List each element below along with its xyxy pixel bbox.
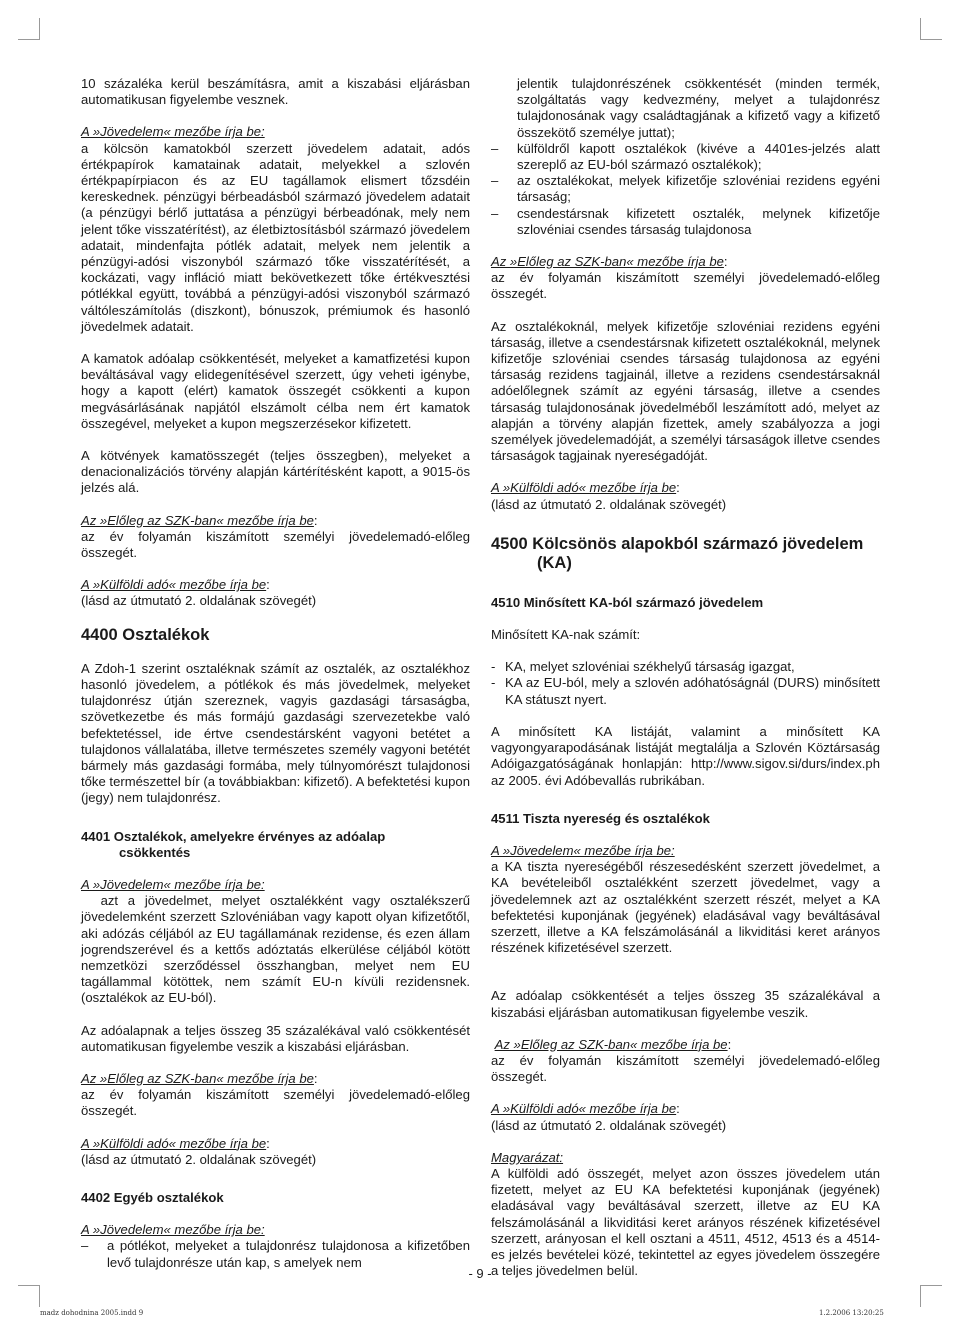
paragraph: A kamatok adóalap csökkentését, melyeket a kamatfizetési kupon beváltásával vagy elidegenítésével szerzett, úgy veheti igénybe, hogy a kapott (elért) kamatok összegét csökkenti a kupon megvásárlásának napjától elszámolt célba nem ért kamatok összegével, melyeket a kupon megszerzésekor kifizetett. [81, 351, 470, 431]
dash-bullet: – [491, 205, 499, 221]
field-instruction [81, 1071, 470, 1087]
paragraph: 10 százaléka kerül beszámításra, amit a kiszabási eljárásban automatikusan figyelembe vesznek. [81, 76, 470, 108]
dash-bullet: – [491, 140, 499, 156]
colon: : [723, 254, 728, 270]
field-label-kulfoldi-ado: A »Külföldi adó« mezőbe írja be [491, 480, 677, 496]
paragraph: (lásd az útmutató 2. oldalának szövegét) [491, 1117, 727, 1133]
field-instruction [81, 1136, 470, 1152]
paragraph: A kötvények kamatösszegét (teljes összegben), melyeket a denacionalizációs törvény alapján kártérítésként kapott, a 9015-ös jelzés alá. [81, 448, 470, 496]
footer-filename: madz dohodnina 2005.indd 9 [40, 1309, 144, 1317]
heading-line: csökkentés [119, 844, 191, 860]
paragraph: az év folyamán kiszámított személyi jövedelemadó-előleg összegét. [81, 528, 470, 561]
field-instruction [81, 124, 470, 140]
paragraph-text: azt a jövedelmet, melyet osztalékként vagy osztalékszerű jövedelemként szerzett Szlovéniában vagy kapott olyan kifizetőtől, aki adózás céljából az EU tagállamának rezidense, és ezen állam jogrendszerével és a kettős adóztatás elkerülése céljából kötött nemzetközi szerződéssel összhangban, melyet nem EU tagállammal kötöttek, nem számít EU-n kívüli rezidensnek.(osztalékok az EU-ból). [81, 893, 470, 1006]
crop-mark-top-right [920, 18, 942, 40]
colon: : [676, 1101, 680, 1117]
field-label-kulfoldi-ado: A »Külföldi adó« mezőbe írja be [81, 577, 267, 593]
section-heading-4400: 4400 Osztalékok [81, 625, 210, 644]
field-instruction [491, 1150, 880, 1166]
page-number: - 9 - [468, 1266, 492, 1281]
paragraph: (lásd az útmutató 2. oldalának szövegét) [81, 593, 317, 609]
paragraph: az év folyamán kiszámított személyi jövedelemadó-előleg összegét. [491, 1052, 880, 1085]
colon: : [266, 577, 270, 593]
hyphen-bullet: - [491, 675, 496, 691]
paragraph: Az osztalékoknál, melyek kifizetője szlovéniai rezidens egyéni társaság, illetve a csendestársnak kifizetett osztalékoknál, melynek kifizetője szlovéniai csendes társaság tulajdonosa az egyéni társaság rezidens tagjainál, illetve a rezidens csendestársaknál adóelőlegnek számít az egyéni társaság, illetve a csendes társaság tulajdonosának jövedelméből leszámított adó, melyet az alapján a törvény alapján fizettek, amely szabályozza a jogi személyek jövedelemadóját, a személyi társaságok illetve csendes társaságok tagjainak nyereségadóját. [491, 318, 880, 464]
paragraph: a kölcsön kamatokból szerzett jövedelem adatait, adós értékpapírok kamatainak adatait, melyekkel a szlovén értékpapírpiacon és az EU tagállamok elismert tőzsdéin kereskednek. pénzügyi bérbeadásból származó jövedelem adatait (a pénzügyi bérlő juttatása a pénzügyi bérbeadónak, mely nem jelent tőke visszatérítést), az életbiztosításból származó jövedelem adatait, mindenfajta pótlék adatait, melyek nem jelentik a pénzügyi-adósi viszonyból származó tőke visszatérítését, a kockázati, vagy infláció miatt bekövetkezett tőke értékvesztési pótlékkal együtt, továbbá a pénzügyi-adósi viszonyból származó váltóleszámítolás (diszkont), bónuszok, prémiumok és hasonló jövedelmek adatait. [81, 140, 470, 334]
list-item-text: KA, melyet szlovéniai székhelyű társaság igazgat, [505, 659, 795, 675]
colon: : [313, 512, 318, 528]
paragraph: (lásd az útmutató 2. oldalának szövegét) [491, 496, 727, 512]
colon: : [676, 480, 680, 496]
paragraph: A minősített KA listáját, valamint a minősített KA vagyongyarapodásának listáját megtalálja a Szlovén Köztársaság Adóigazgatóságának honlapján: http://www.sigov.si/durs/index.ph az 2005. évi Adóbevallás rubrikában. [491, 723, 880, 788]
list-item-text: KA az EU-ból, mely a szlovén adóhatóságnál (DURS) minősített KA státuszt nyert. [505, 675, 880, 707]
right-column [491, 76, 880, 1279]
paragraph: a KA tiszta nyereségéből részesedésként szerzett jövedelmet, a KA bevételeiből osztalékként szerzett jövedelmet, vagy a jövedelemnek azt az osztalékként szerzett részét, melyet a KA befektetési kuponjának (jegyének) eladásával vagy beváltásával szerzett, illetve a KA felszámolásánál a likviditási keret arányos részének kifizetésével szerzett. [491, 859, 880, 956]
paragraph: Minősített KA-nak számít: [491, 627, 641, 643]
bullet-spacer [491, 76, 517, 141]
list-item [491, 141, 880, 173]
heading-line: 4401 Osztalékok, amelyekre érvényes az adóalap [81, 828, 386, 844]
paragraph [81, 893, 470, 1006]
paragraph: Az adóalap csökkentését a teljes összeg 35 százalékával a kiszabási eljárásban automatikusan figyelembe veszik. [491, 988, 880, 1020]
left-column [81, 76, 470, 1271]
field-label-jovedelem: A »Jövedelem« mezőbe írja be: [81, 1222, 265, 1238]
list-item [491, 206, 880, 238]
paragraph: az év folyamán kiszámított személyi jövedelemadó-előleg összegét. [81, 1087, 470, 1119]
list-item-text: csendestársnak kifizetett osztalék, melynek kifizetője szlovéniai csendes társaság tulajdonosa [517, 205, 880, 237]
colon: : [266, 1135, 270, 1151]
field-instruction [81, 513, 470, 529]
subsection-heading-4511: 4511 Tiszta nyereség és osztalékok [491, 810, 710, 826]
field-instruction [81, 1222, 470, 1238]
footer-timestamp: 1.2.2006 13:20:25 [819, 1309, 884, 1317]
field-label-magyarazat: Magyarázat: [491, 1149, 564, 1165]
list-item-text: jelentik tulajdonrészének csökkentését (minden termék, szolgáltatás vagy kedvezmény, melyet a tulajdonrész tulajdonosának vagy családtagjának a kifizető vagy a kifizető összekötő személye juttat); [517, 76, 880, 140]
field-instruction [491, 843, 880, 859]
field-instruction [491, 1101, 880, 1117]
field-instruction [81, 877, 470, 893]
field-label-eloleg: Az »Előleg az SZK-ban« mezőbe írja be [81, 512, 314, 528]
list-item [491, 76, 880, 141]
paragraph: Az adóalapnak a teljes összeg 35 százalékával való csökkentését automatikusan figyelembe veszik a kiszabási eljárásban. [81, 1022, 470, 1054]
paragraph: A Zdoh-1 szerint osztaléknak számít az osztalék, az osztalékhoz hasonló jövedelem, a pótlékok és más jövedelmek, melyeket tulajdonrész útján szereznek, vagyis gazdasági társaságba, szövetkezetbe és más formájú gazdasági szervezetekbe való befektetéssel, ide értve csendestársként vagyoni betétet a tulajdonos vállalatába, illetve természetes személy vagyoni betétét bármely más gazdasági formába, mely túlnyomórészt tulajdonosi tőke természettel bír (a továbbiakban: kifizető). A befektetési kupon (jegy) nem tulajdonrész. [81, 660, 470, 806]
field-instruction [491, 480, 880, 496]
crop-mark-bottom-right [920, 1285, 942, 1307]
field-label-eloleg: Az »Előleg az SZK-ban« mezőbe írja be [81, 1070, 314, 1086]
heading-line: (KA) [537, 553, 572, 572]
subsection-heading-4401 [81, 829, 470, 861]
paragraph: (lásd az útmutató 2. oldalának szövegét) [81, 1151, 317, 1167]
list-item-text: a pótlékot, melyeket a tulajdonrész tulajdonosa a kifizetőben levő tulajdonrésze után kap, s amelyek nem [107, 1238, 470, 1270]
paragraph: az év folyamán kiszámított személyi jövedelemadó-előleg összegét. [491, 270, 880, 302]
hyphen-bullet: - [491, 659, 496, 675]
field-instruction [81, 577, 470, 593]
field-instruction [491, 254, 880, 270]
field-label-eloleg: Az »Előleg az SZK-ban« mezőbe írja be [494, 1036, 728, 1052]
paragraph: A külföldi adó összegét, melyet azon összes jövedelem után fizetett, melyet az EU KA befektetési kuponjának (jegyének) eladásával vagy beváltásával szerzett, illetve az EU KA felszámolásánál a likviditási keret arányos részének kifizetésével szerzett, arányosan el kell osztani a 4511, 4512, 4513 és a 4514-es jelzés bevételei közé, tekintettel az egyes jövedelem összegére a teljes jövedelmen belül. [491, 1165, 880, 1279]
field-label-jovedelem: A »Jövedelem« mezőbe írja be: [81, 124, 265, 140]
field-instruction [491, 1037, 880, 1053]
section-heading-4500 [491, 535, 880, 573]
crop-mark-bottom-left [18, 1285, 40, 1307]
list-item-text: külföldről kapott osztalékok (kivéve a 4401es-jelzés alatt szereplő az EU-ból származó osztalékok); [517, 140, 880, 173]
dash-bullet: – [81, 1238, 89, 1254]
colon: : [313, 1070, 318, 1086]
field-label-jovedelem: A »Jövedelem« mezőbe írja be: [81, 876, 265, 892]
field-label-eloleg: Az »Előleg az SZK-ban« mezőbe írja be [491, 254, 724, 270]
colon: : [727, 1036, 732, 1052]
subsection-heading-4510: 4510 Minősített KA-ból származó jövedelem [491, 594, 764, 610]
list-item [491, 659, 880, 675]
list-item [491, 675, 880, 707]
field-label-jovedelem: A »Jövedelem« mezőbe írja be: [491, 842, 675, 858]
list-item-text: az osztalékokat, melyek kifizetője szlovéniai rezidens egyéni társaság; [517, 173, 880, 205]
heading-line: 4500 Kölcsönös alapokból származó jövedelem [491, 534, 864, 553]
dash-bullet: – [491, 173, 499, 189]
field-label-kulfoldi-ado: A »Külföldi adó« mezőbe írja be [81, 1135, 267, 1151]
list-item [491, 173, 880, 205]
crop-mark-top-left [18, 18, 40, 40]
field-label-kulfoldi-ado: A »Külföldi adó« mezőbe írja be [491, 1101, 677, 1117]
subsection-heading-4402: 4402 Egyéb osztalékok [81, 1189, 224, 1205]
